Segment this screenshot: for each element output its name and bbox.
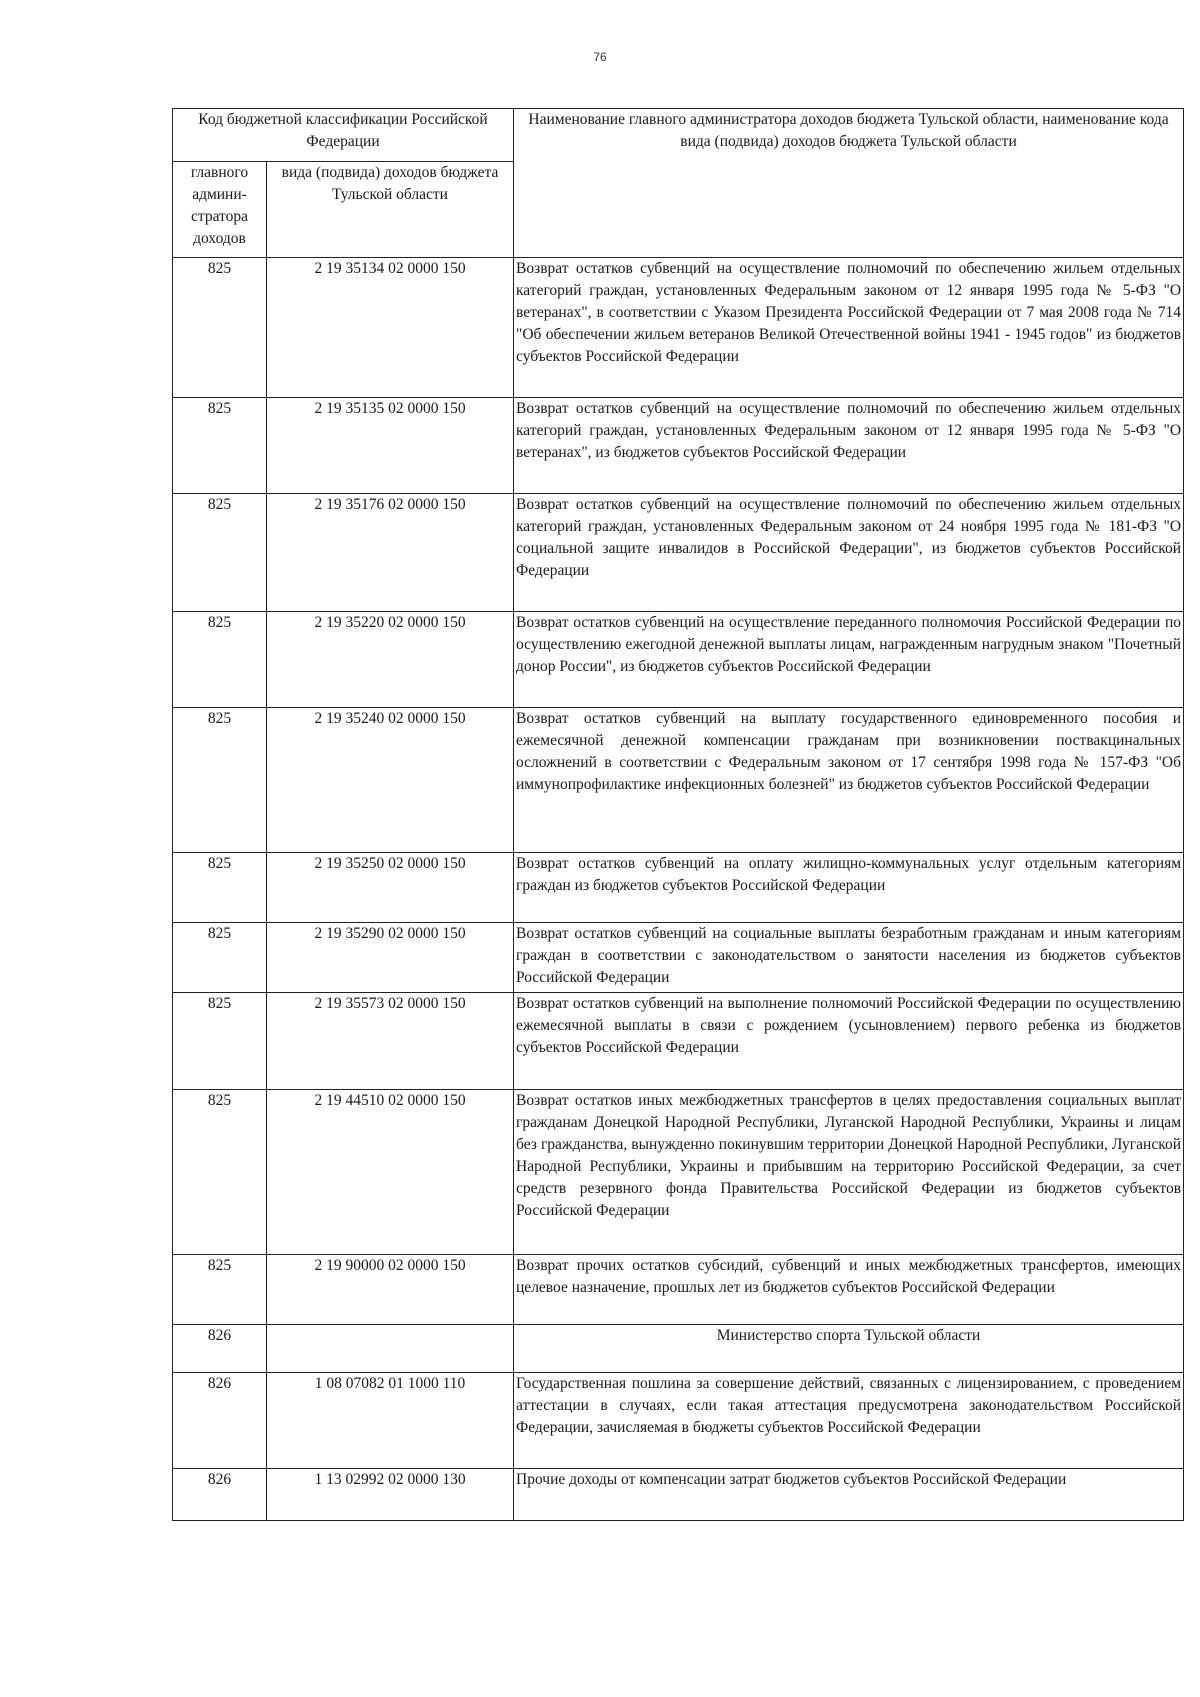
admin-code: 825 <box>173 993 267 1090</box>
table-row <box>173 853 1184 923</box>
table-row <box>173 398 1184 494</box>
income-code: 1 13 02992 02 0000 130 <box>267 1469 514 1521</box>
income-name: Прочие доходы от компенсации затрат бюджетов субъектов Российской Федерации <box>514 1469 1184 1521</box>
page-number: 76 <box>593 50 607 64</box>
income-name: Возврат прочих остатков субсидий, субвенций и иных межбюджетных трансфертов, имеющих целевое назначение, прошлых лет из бюджетов субъектов Российской Федерации <box>514 1255 1184 1325</box>
income-code: 2 19 35240 02 0000 150 <box>267 708 514 853</box>
admin-code: 826 <box>173 1325 267 1373</box>
income-code <box>267 1325 514 1373</box>
table-row <box>173 993 1184 1090</box>
header-admin-column: главного админи-стратора доходов <box>173 162 267 258</box>
admin-code: 825 <box>173 612 267 708</box>
budget-classification-table <box>172 108 1184 1521</box>
income-name: Возврат остатков иных межбюджетных трансфертов в целях предоставления социальных выплат гражданам Донецкой Народной Республики, Луганской Народной Республики, Украины и лицам без гражданства, вынужденно покинувшим территории Донецкой Народной Республики, Луганской Народной Республики, Украины и прибывшим на территорию Российской Федерации, за счет средств резервного фонда Правительства Российской Федерации из бюджетов субъектов Российской Федерации <box>514 1090 1184 1255</box>
income-code: 2 19 35135 02 0000 150 <box>267 398 514 494</box>
income-name: Возврат остатков субвенций на осуществление полномочий по обеспечению жильем отдельных категорий граждан, установленных Федеральным законом от 12 января 1995 года № 5-ФЗ "О ветеранах", из бюджетов субъектов Российской Федерации <box>514 398 1184 494</box>
admin-code: 826 <box>173 1373 267 1469</box>
income-name: Возврат остатков субвенций на социальные выплаты безработным гражданам и иным категориям граждан в соответствии с законодательством о занятости населения из бюджетов субъектов Российской Федерации <box>514 923 1184 993</box>
income-name: Возврат остатков субвенций на осуществление полномочий по обеспечению жильем отдельных категорий граждан, установленных Федеральным законом от 24 ноября 1995 года № 181-ФЗ "О социальной защите инвалидов в Российской Федерации", из бюджетов субъектов Российской Федерации <box>514 494 1184 612</box>
table-row <box>173 923 1184 993</box>
header-income-type-column: вида (подвида) доходов бюджета Тульской области <box>267 162 514 258</box>
admin-code: 826 <box>173 1469 267 1521</box>
admin-code: 825 <box>173 494 267 612</box>
income-code: 2 19 35573 02 0000 150 <box>267 993 514 1090</box>
header-code-group: Код бюджетной классификации Российской Федерации <box>173 109 514 162</box>
table-row <box>173 1469 1184 1521</box>
admin-code: 825 <box>173 708 267 853</box>
income-code: 2 19 35220 02 0000 150 <box>267 612 514 708</box>
income-name: Возврат остатков субвенций на оплату жилищно-коммунальных услуг отдельным категориям граждан из бюджетов субъектов Российской Федерации <box>514 853 1184 923</box>
income-code: 2 19 35250 02 0000 150 <box>267 853 514 923</box>
admin-code: 825 <box>173 398 267 494</box>
income-code: 2 19 90000 02 0000 150 <box>267 1255 514 1325</box>
table-row <box>173 258 1184 398</box>
table-row <box>173 1090 1184 1255</box>
income-code: 1 08 07082 01 1000 110 <box>267 1373 514 1469</box>
income-name: Возврат остатков субвенций на осуществление переданного полномочия Российской Федерации по осуществлению ежегодной денежной выплаты лицам, награжденным нагрудным знаком "Почетный донор России", из бюджетов субъектов Российской Федерации <box>514 612 1184 708</box>
income-code: 2 19 35290 02 0000 150 <box>267 923 514 993</box>
table-row <box>173 494 1184 612</box>
income-name: Возврат остатков субвенций на выплату государственного единовременного пособия и ежемесячной денежной компенсации гражданам при возникновении поствакцинальных осложнений в соответствии с Федеральным законом от 17 сентября 1998 года № 157-ФЗ "Об иммунопрофилактике инфекционных болезней" из бюджетов субъектов Российской Федерации <box>514 708 1184 853</box>
income-name: Возврат остатков субвенций на выполнение полномочий Российской Федерации по осуществлению ежемесячной выплаты в связи с рождением (усыновлением) первого ребенка из бюджетов субъектов Российской Федерации <box>514 993 1184 1090</box>
income-name: Государственная пошлина за совершение действий, связанных с лицензированием, с проведением аттестации в случаях, если такая аттестация предусмотрена законодательством Российской Федерации, зачисляемая в бюджеты субъектов Российской Федерации <box>514 1373 1184 1469</box>
admin-code: 825 <box>173 853 267 923</box>
income-name: Возврат остатков субвенций на осуществление полномочий по обеспечению жильем отдельных категорий граждан, установленных Федеральным законом от 12 января 1995 года № 5-ФЗ "О ветеранах", в соответствии с Указом Президента Российской Федерации от 7 мая 2008 года № 714 "Об обеспечении жильем ветеранов Великой Отечественной войны 1941 - 1945 годов" из бюджетов субъектов Российской Федерации <box>514 258 1184 398</box>
income-code: 2 19 35176 02 0000 150 <box>267 494 514 612</box>
header-name-column: Наименование главного администратора доходов бюджета Тульской области, наименование кода вида (подвида) доходов бюджета Тульской области <box>514 109 1184 258</box>
table-row <box>173 1255 1184 1325</box>
table-row <box>173 708 1184 853</box>
table-row <box>173 612 1184 708</box>
table-row <box>173 1373 1184 1469</box>
income-code: 2 19 35134 02 0000 150 <box>267 258 514 398</box>
ministry-heading: Министерство спорта Тульской области <box>514 1325 1184 1373</box>
admin-code: 825 <box>173 923 267 993</box>
table-row <box>173 1325 1184 1373</box>
admin-code: 825 <box>173 1255 267 1325</box>
income-code: 2 19 44510 02 0000 150 <box>267 1090 514 1255</box>
admin-code: 825 <box>173 258 267 398</box>
admin-code: 825 <box>173 1090 267 1255</box>
